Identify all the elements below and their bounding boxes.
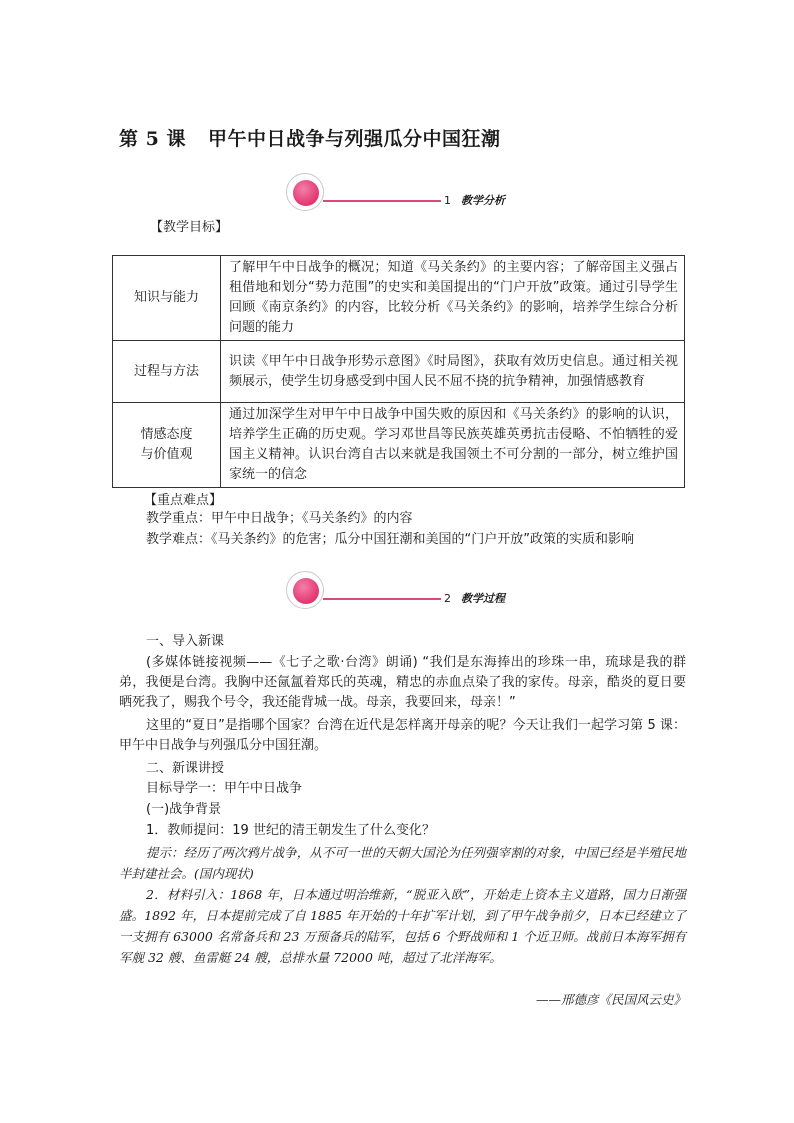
difficult-point: 教学难点：《马关条约》的危害；瓜分中国狂潮和美国的“门户开放”政策的实质和影响 bbox=[146, 532, 634, 547]
badge-number: 1 bbox=[444, 194, 451, 207]
goal-label: 知识与能力 bbox=[113, 256, 221, 341]
table-row bbox=[113, 341, 685, 403]
badge-circle-icon bbox=[286, 571, 324, 609]
key-point: 教学重点：甲午中日战争；《马关条约》的内容 bbox=[146, 511, 413, 526]
goal-label: 情感态度 与价值观 bbox=[113, 403, 221, 488]
hint-text: 提示：经历了两次鸦片战争，从不可一世的天朝大国沦为任列强宰割的对象，中国已经是半殖民地半封建社会。(国内现状) bbox=[119, 845, 686, 881]
teacher-question: 1．教师提问：19 世纪的清王朝发生了什么变化？ bbox=[146, 823, 435, 838]
goals-heading: 【教学目标】 bbox=[150, 220, 229, 235]
lesson-number: 第 5 课 bbox=[119, 128, 186, 150]
badge-line bbox=[323, 598, 441, 600]
subsection-title: (一)战争背景 bbox=[146, 802, 222, 817]
goal-text: 通过加深学生对甲午中日战争中国失败的原因和《马关条约》的影响的认识，培养学生正确的历史观。学习邓世昌等民族英雄英勇抗击侵略、不怕牺牲的爱国主义精神。认识台湾自古以来就是我国领土不可分割的一部分，树立维护国家统一的信念 bbox=[221, 403, 685, 488]
intro-question: 这里的“夏日”是指哪个国家？台湾在近代是怎样离开母亲的呢？今天让我们一起学习第 5 课：甲午中日战争与列强瓜分中国狂潮。 bbox=[119, 718, 686, 753]
section-intro-title: 一、导入新课 bbox=[146, 634, 225, 649]
badge-circle-icon bbox=[286, 173, 324, 211]
key-heading: 【重点难点】 bbox=[144, 493, 223, 508]
intro-quote: (多媒体链接视频——《七子之歌·台湾》朗诵) “我们是东海捧出的珍珠一串，琉球是我的群弟，我便是台湾。我胸中还氤氲着郑氏的英魂，精忠的赤血点染了我的家传。母亲，酷炎的夏日要晒死我了，赐我个号令，我还能背城一战。母亲，我要回来，母亲！” bbox=[119, 655, 686, 710]
goals-table bbox=[112, 255, 685, 488]
badge-label: 教学过程 bbox=[461, 592, 505, 605]
table-row bbox=[113, 256, 685, 341]
section-lecture-title: 二、新课讲授 bbox=[146, 761, 225, 776]
lesson-title: 甲午中日战争与列强瓜分中国狂潮 bbox=[207, 128, 501, 150]
goal-text: 了解甲午中日战争的概况；知道《马关条约》的主要内容；了解帝国主义强占租借地和划分“势力范围”的史实和美国提出的“门户开放”政策。通过引导学生回顾《南京条约》的内容，比较分析《马关条约》的影响，培养学生综合分析问题的能力 bbox=[221, 256, 685, 341]
badge-line bbox=[323, 200, 441, 202]
target-heading: 目标导学一：甲午中日战争 bbox=[146, 781, 303, 796]
badge-label: 教学分析 bbox=[461, 194, 505, 207]
page-title bbox=[119, 124, 500, 151]
badge-number: 2 bbox=[444, 592, 451, 605]
table-row bbox=[113, 403, 685, 488]
goal-label: 过程与方法 bbox=[113, 341, 221, 403]
goal-text: 识读《甲午中日战争形势示意图》《时局图》，获取有效历史信息。通过相关视频展示，使学生切身感受到中国人民不屈不挠的抗争精神，加强情感教育 bbox=[221, 341, 685, 403]
source-citation: ——邢德彦《民国风云史》 bbox=[535, 992, 686, 1007]
material-text: 2．材料引入：1868 年，日本通过明治维新，“脱亚入欧”，开始走上资本主义道路，国力日渐强盛。1892 年，日本提前完成了自 1885 年开始的十年扩军计划，到了甲午战争前夕，日本已经建立了一支拥有 63000 名常备兵和 23 万预备兵的陆军，包括 6 个野战师和 1 个近卫师。战前日本海军拥有军舰 32 艘、鱼雷艇 24 艘，总排水量 72000 吨，超过了北洋海军。 bbox=[119, 887, 686, 965]
